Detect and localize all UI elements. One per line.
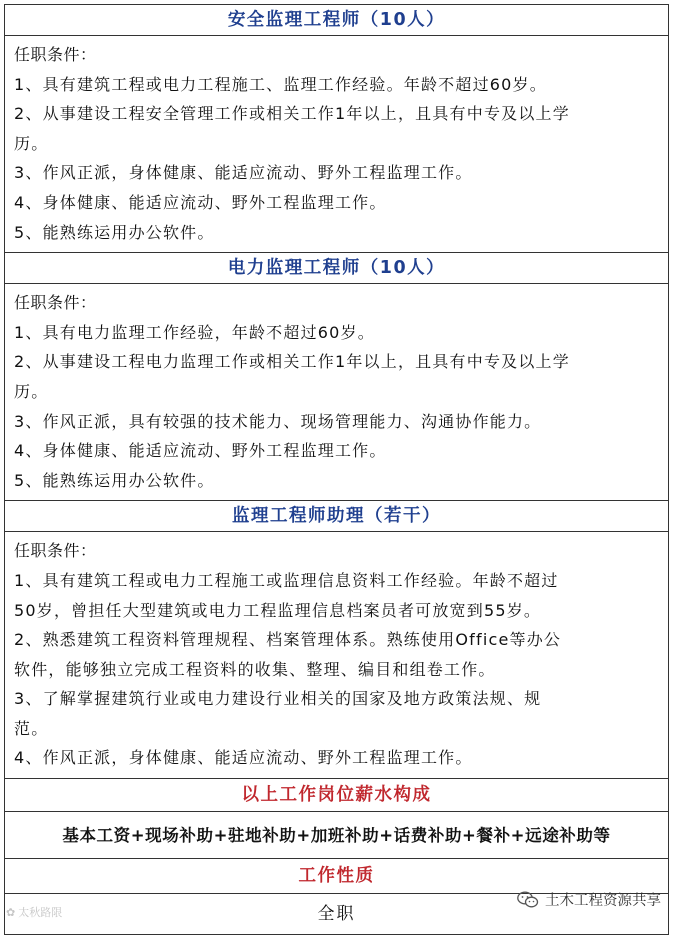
watermark-left-icon: ✿	[6, 905, 16, 919]
requirement-line: 1、具有建筑工程或电力工程施工、监理工作经验。年龄不超过60岁。	[14, 74, 547, 94]
nature-title: 工作性质	[5, 859, 668, 894]
requirement-line: 5、能熟练运用办公软件。	[14, 470, 215, 490]
requirement-line: 2、从事建设工程电力监理工作或相关工作1年以上，且具有中专及以上学	[14, 352, 570, 372]
requirement-line: 5、能熟练运用办公软件。	[14, 222, 215, 242]
watermark-left-text: 太秋路限	[18, 906, 63, 919]
section-title-power: 电力监理工程师（10人）	[5, 253, 668, 284]
salary-title: 以上工作岗位薪水构成	[5, 779, 668, 812]
job-table	[4, 4, 669, 935]
condition-label: 任职条件：	[14, 45, 97, 64]
requirement-line: 3、了解掌握建筑行业或电力建设行业相关的国家及地方政策法规、规	[14, 689, 542, 709]
section-body-safety	[5, 36, 668, 253]
requirement-line: 软件，能够独立完成工程资料的收集、整理、编目和组卷工作。	[14, 659, 496, 679]
condition-label: 任职条件：	[14, 293, 97, 313]
requirement-line: 历。	[14, 133, 49, 153]
salary-content: 基本工资+现场补助+驻地补助+加班补助+话费补助+餐补+远途补助等	[5, 812, 668, 859]
requirement-line: 2、熟悉建筑工程资料管理规程、档案管理体系。熟练使用Office等办公	[14, 630, 562, 650]
requirement-line: 3、作风正派，具有较强的技术能力、现场管理能力、沟通协作能力。	[14, 411, 542, 431]
requirement-line: 50岁，曾担任大型建筑或电力工程监理信息档案员者可放宽到55岁。	[14, 600, 542, 620]
section-title-assistant: 监理工程师助理（若干）	[5, 501, 668, 532]
wechat-icon	[517, 891, 539, 909]
requirement-line: 4、作风正派，身体健康、能适应流动、野外工程监理工作。	[14, 748, 473, 768]
watermark-left	[6, 904, 62, 920]
requirement-line: 1、具有建筑工程或电力工程施工或监理信息资料工作经验。年龄不超过	[14, 570, 559, 590]
section-body-power	[5, 284, 668, 501]
requirement-line: 范。	[14, 718, 49, 738]
section-title-safety: 安全监理工程师（10人）	[5, 5, 668, 36]
watermark-right-text: 土木工程资源共享	[545, 893, 661, 909]
nature-content: 全职	[317, 904, 356, 925]
condition-label: 任职条件：	[14, 541, 97, 561]
requirement-line: 4、身体健康、能适应流动、野外工程监理工作。	[14, 192, 387, 212]
requirement-line: 4、身体健康、能适应流动、野外工程监理工作。	[14, 441, 387, 461]
requirement-line: 历。	[14, 381, 49, 401]
requirement-line: 2、从事建设工程安全管理工作或相关工作1年以上，且具有中专及以上学	[14, 104, 570, 124]
requirement-line: 3、作风正派，身体健康、能适应流动、野外工程监理工作。	[14, 163, 473, 183]
requirement-line: 1、具有电力监理工作经验，年龄不超过60岁。	[14, 322, 375, 342]
watermark-right	[517, 889, 661, 910]
section-body-assistant	[5, 532, 668, 779]
